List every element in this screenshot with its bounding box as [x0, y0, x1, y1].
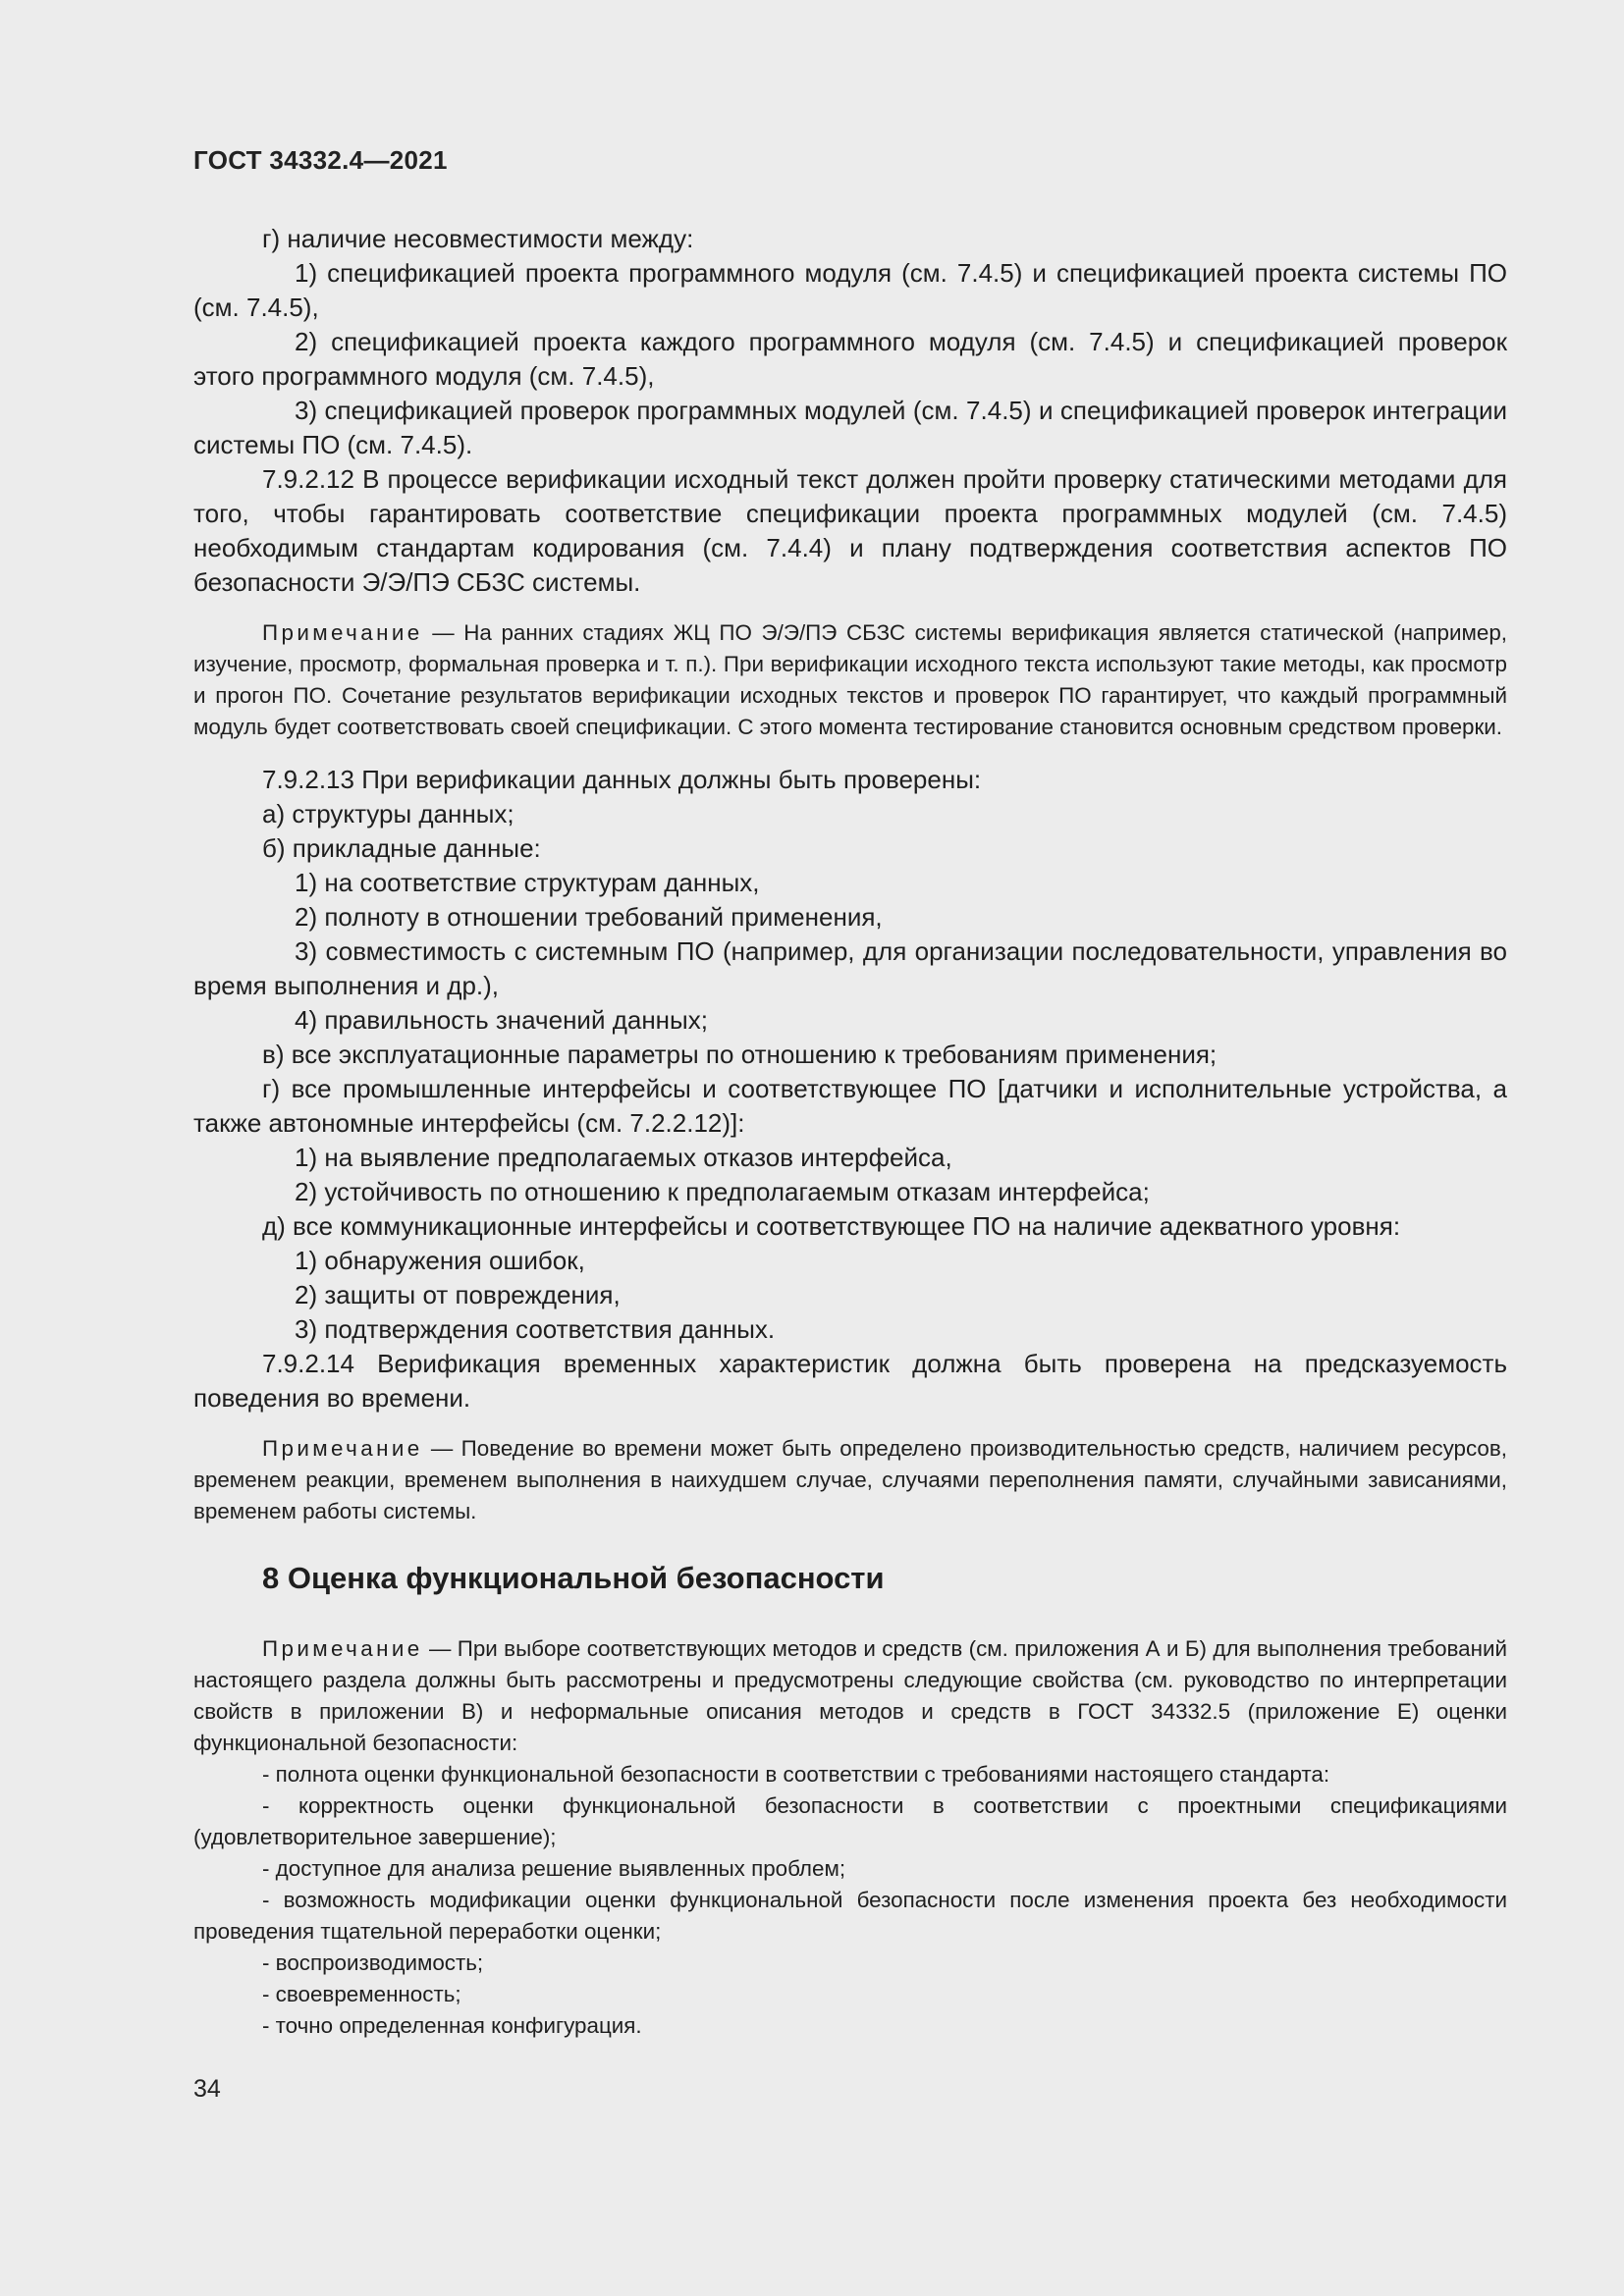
list-item: - воспроизводимость; [262, 1950, 484, 1975]
list-item-b4: 4) правильность значений данных; [295, 1005, 708, 1035]
paragraph-7-9-2-12: 7.9.2.12 В процессе верификации исходный текст должен пройти проверку статическими методами для того, чтобы гарантировать соответствие спецификации проекта программных модулей (см. 7.4.5) необходимым стандартам кодирования (см. 7.4.4) и плану подтверждения соответствия аспектов ПО безопасности Э/Э/ПЭ СБЗС системы. [193, 464, 1507, 597]
note-text: — Поведение во времени может быть определено производительностью средств, наличием ресурсов, временем реакции, временем выполнения в наихудшем случае, случаями переполнения памяти, случайными зависаниями, временем работы системы. [193, 1436, 1507, 1523]
document-body [193, 222, 1507, 2042]
list-item-g1: 1) на выявление предполагаемых отказов интерфейса, [295, 1143, 952, 1172]
spacer [193, 1527, 1507, 1557]
paragraph-7-9-2-14: 7.9.2.14 Верификация временных характеристик должна быть проверена на предсказуемость поведения во времени. [193, 1349, 1507, 1413]
spacer [193, 743, 1507, 763]
list-item-v: в) все эксплуатационные параметры по отношению к требованиям применения; [262, 1040, 1218, 1069]
list-item-b: б) прикладные данные: [262, 833, 541, 863]
note-assessment [193, 1633, 1507, 1759]
section-heading-8: 8 Оценка функциональной безопасности [262, 1561, 885, 1595]
list-item-b3: 3) совместимость с системным ПО (например, для организации последовательности, управления во время выполнения и др.), [193, 936, 1507, 1000]
note-timing [193, 1433, 1507, 1527]
list-item: - полнота оценки функциональной безопасности в соответствии с требованиями настоящего стандарта: [262, 1762, 1330, 1787]
list-item: - возможность модификации оценки функциональной безопасности после изменения проекта без необходимости проведения тщательной переработки оценки; [193, 1888, 1507, 1944]
list-item-d3: 3) подтверждения соответствия данных. [295, 1314, 776, 1344]
note-text: — При выборе соответствующих методов и средств (см. приложения А и Б) для выполнения требований настоящего раздела должны быть рассмотрены и предусмотрены следующие свойства (см. руководство по интерпретации свойств в приложении В) и неформальные описания методов и средств в ГОСТ 34332.5 (приложение Е) оценки функциональной безопасности: [193, 1636, 1507, 1755]
spacer [193, 600, 1507, 617]
list-item: - своевременность; [262, 1982, 461, 2006]
paragraph-item-1: 1) спецификацией проекта программного модуля (см. 7.4.5) и спецификацией проекта системы ПО (см. 7.4.5), [193, 258, 1507, 322]
paragraph-item-2: 2) спецификацией проекта каждого программного модуля (см. 7.4.5) и спецификацией проверок этого программного модуля (см. 7.4.5), [193, 327, 1507, 391]
list-item-d: д) все коммуникационные интерфейсы и соответствующее ПО на наличие адекватного уровня: [262, 1211, 1401, 1241]
list-item-d1: 1) обнаружения ошибок, [295, 1246, 585, 1275]
list-item-b1: 1) на соответствие структурам данных, [295, 868, 760, 897]
document-header: ГОСТ 34332.4—2021 [193, 145, 448, 175]
spacer [193, 1600, 1507, 1633]
spacer [193, 1415, 1507, 1433]
list-item: - точно определенная конфигурация. [262, 2013, 642, 2038]
note-label: Примечание [262, 1636, 423, 1661]
note-label: Примечание [262, 1436, 423, 1461]
list-item-b2: 2) полноту в отношении требований применения, [295, 902, 883, 932]
note-static-verification [193, 617, 1507, 743]
list-item-g: г) все промышленные интерфейсы и соответствующее ПО [датчики и исполнительные устройства, а также автономные интерфейсы (см. 7.2.2.12)]: [193, 1074, 1507, 1138]
list-item-g2: 2) устойчивость по отношению к предполагаемым отказам интерфейса; [295, 1177, 1150, 1206]
page-number: 34 [193, 2075, 221, 2103]
paragraph-incompatibility: г) наличие несовместимости между: [262, 224, 694, 253]
paragraph-7-9-2-13: 7.9.2.13 При верификации данных должны быть проверены: [262, 765, 982, 794]
list-item-d2: 2) защиты от повреждения, [295, 1280, 621, 1309]
note-text: — На ранних стадиях ЖЦ ПО Э/Э/ПЭ СБЗС системы верификация является статической (например, изучение, просмотр, формальная проверка и т. п.). При верификации исходного текста используют такие методы, как просмотр и прогон ПО. Сочетание результатов верификации исходных текстов и проверок ПО гарантирует, что каждый программный модуль будет соответствовать своей спецификации. С этого момента тестирование становится основным средством проверки. [193, 620, 1507, 739]
list-item: - доступное для анализа решение выявленных проблем; [262, 1856, 846, 1881]
list-item: - корректность оценки функциональной безопасности в соответствии с проектными спецификациями (удовлетворительное завершение); [193, 1793, 1507, 1849]
paragraph-item-3: 3) спецификацией проверок программных модулей (см. 7.4.5) и спецификацией проверок интеграции системы ПО (см. 7.4.5). [193, 396, 1507, 459]
note-label: Примечание [262, 620, 423, 645]
list-item-a: а) структуры данных; [262, 799, 514, 828]
